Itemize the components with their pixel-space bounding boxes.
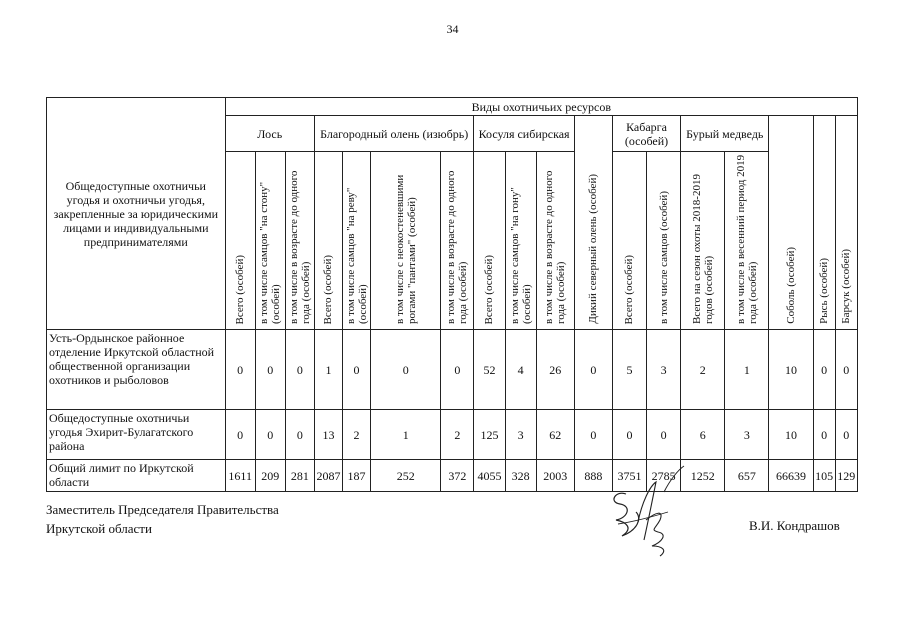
value-cell: 0 [835,410,857,460]
value-cell: 3 [647,330,681,410]
subheader-cell: Всего на сезон охоты 2018-2019 годов (особей) [681,152,725,330]
value-cell: 281 [285,460,314,492]
table-row-total [47,460,858,492]
subheader-cell: в том числе самцов (особей) [647,152,681,330]
value-cell: 4 [505,330,536,410]
signatory-position-line2: Иркутской области [46,521,152,536]
value-cell: 1 [314,330,342,410]
value-cell: 3751 [612,460,646,492]
value-cell: 0 [285,330,314,410]
value-cell: 0 [647,410,681,460]
value-cell: 0 [574,410,612,460]
value-cell: 6 [681,410,725,460]
signatory-position [46,500,279,538]
group-header-kabarga: Кабарга (особей) [612,116,680,152]
group-header-los: Лось [225,116,314,152]
value-cell: 0 [343,330,371,410]
row-name: Общий лимит по Иркутской области [47,460,226,492]
value-cell: 372 [441,460,474,492]
value-cell: 125 [474,410,505,460]
value-cell: 328 [505,460,536,492]
subheader-cell: в том числе в возрасте до одного года (особей) [441,152,474,330]
group-header-dikiy-olen: Дикий северный олень (особей) [574,116,612,330]
signatory-position-line1: Заместитель Председателя Правительства [46,502,279,517]
value-cell: 10 [769,410,813,460]
value-cell: 2 [343,410,371,460]
value-cell: 0 [441,330,474,410]
value-cell: 0 [574,330,612,410]
value-cell: 3 [725,410,769,460]
value-cell: 1252 [681,460,725,492]
value-cell: 66639 [769,460,813,492]
value-cell: 0 [813,330,835,410]
group-header-medved: Бурый медведь [681,116,769,152]
value-cell: 0 [225,330,255,410]
value-cell: 2785 [647,460,681,492]
subheader-cell: Всего (особей) [314,152,342,330]
group-header-kosulya: Косуля сибирская [474,116,574,152]
value-cell: 0 [255,410,285,460]
value-cell: 1 [371,410,441,460]
value-cell: 52 [474,330,505,410]
subheader-cell: в том числе самцов "на стону" (особей) [255,152,285,330]
value-cell: 10 [769,330,813,410]
subheader-cell: Всего (особей) [612,152,646,330]
value-cell: 105 [813,460,835,492]
value-cell: 1 [725,330,769,410]
subheader-cell: в том числе с неокостеневшими рогами "пантами" (особей) [371,152,441,330]
value-cell: 0 [255,330,285,410]
table-corner-header: Общедоступные охотничьи угодья и охотничьи угодья, закрепленные за юридическими лицами и индивидуальными предпринимателями [47,98,226,330]
table-row [47,410,858,460]
table-row [47,330,858,410]
group-header-rys: Рысь (особей) [813,116,835,330]
subheader-cell: в том числе самцов "на гону" (особей) [505,152,536,330]
value-cell: 129 [835,460,857,492]
group-header-barsuk: Барсук (особей) [835,116,857,330]
resource-types-header: Виды охотничьих ресурсов [225,98,857,116]
value-cell: 0 [813,410,835,460]
page-number: 34 [446,22,459,36]
value-cell: 209 [255,460,285,492]
subheader-cell: в том числе в возрасте до одного года (особей) [285,152,314,330]
subheader-cell: в том числе самцов "на реву" (особей) [343,152,371,330]
value-cell: 2 [681,330,725,410]
signatory-name: В.И. Кондрашов [749,518,840,533]
value-cell: 62 [536,410,574,460]
handwritten-signature [598,462,688,562]
group-header-sobol: Соболь (особей) [769,116,813,330]
subheader-cell: в том числе в весенний период 2019 года (особей) [725,152,769,330]
group-header-olen: Благородный олень (изюбрь) [314,116,474,152]
value-cell: 13 [314,410,342,460]
value-cell: 26 [536,330,574,410]
value-cell: 0 [285,410,314,460]
value-cell: 2087 [314,460,342,492]
value-cell: 1611 [225,460,255,492]
value-cell: 2003 [536,460,574,492]
value-cell: 0 [371,330,441,410]
value-cell: 187 [343,460,371,492]
row-name: Усть-Ордынское районное отделение Иркутской областной общественной организации охотников и рыболовов [47,330,226,410]
value-cell: 5 [612,330,646,410]
value-cell: 3 [505,410,536,460]
subheader-cell: в том числе в возрасте до одного года (особей) [536,152,574,330]
value-cell: 0 [612,410,646,460]
subheader-cell: Всего (особей) [474,152,505,330]
value-cell: 657 [725,460,769,492]
row-name: Общедоступные охотничьи угодья Эхирит-Булагатского района [47,410,226,460]
value-cell: 252 [371,460,441,492]
value-cell: 0 [835,330,857,410]
subheader-cell: Всего (особей) [225,152,255,330]
value-cell: 0 [225,410,255,460]
value-cell: 4055 [474,460,505,492]
value-cell: 2 [441,410,474,460]
value-cell: 888 [574,460,612,492]
hunting-limits-table [46,97,858,492]
